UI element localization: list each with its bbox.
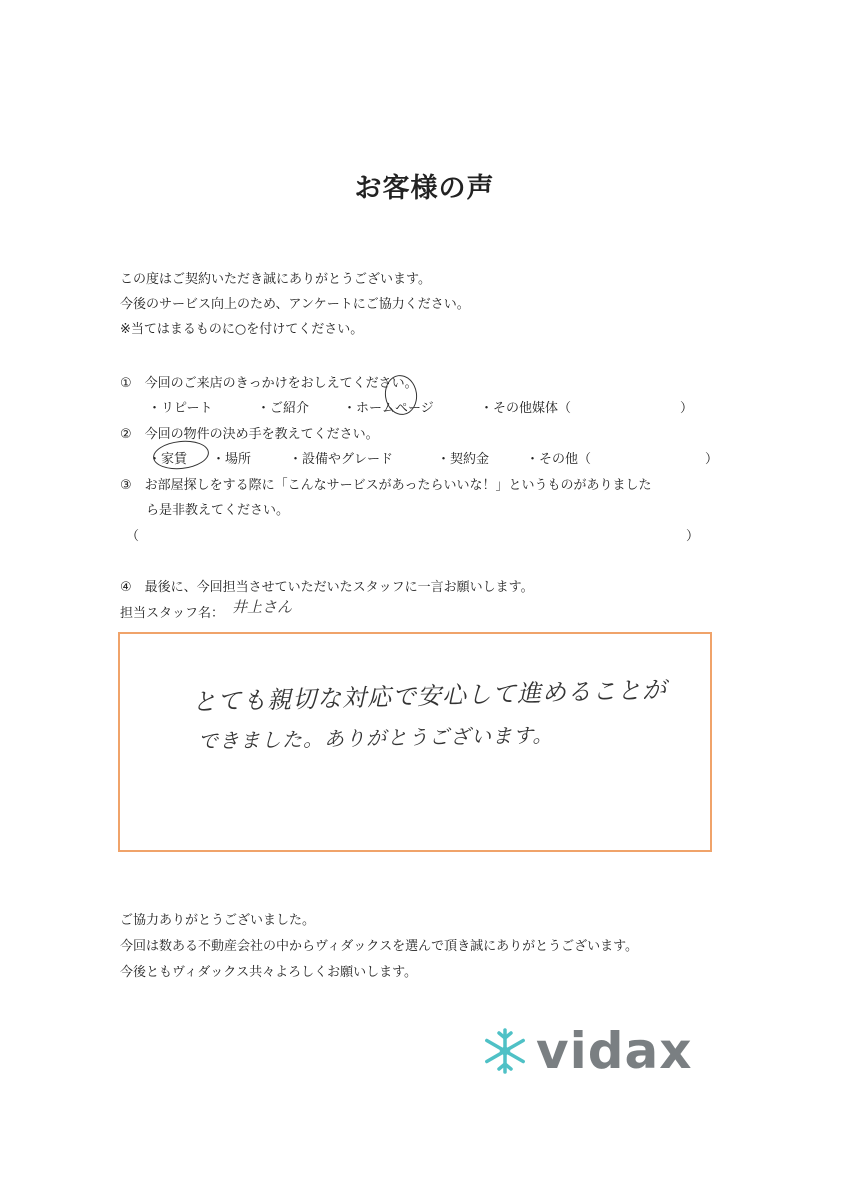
closing-line-1: ご協力ありがとうございました。 <box>120 913 316 928</box>
q1-option-other-media[interactable]: ・その他媒体（ <box>480 401 572 416</box>
question-3-label-line-1: ③ お部屋探しをする際に「こんなサービスがあったらいいな！」というものがありました <box>120 478 652 493</box>
q2-option-other[interactable]: ・その他（ <box>526 452 592 467</box>
q1-other-close-paren: ） <box>680 401 694 416</box>
comment-line-2: できました。ありがとうございます。 <box>197 722 554 754</box>
closing-line-2: 今回は数ある不動産会社の中からヴィダックスを選んで頂き誠にありがとうございます。 <box>120 939 639 954</box>
q3-open-paren: （ <box>126 529 140 544</box>
q2-option-facilities[interactable]: ・設備やグレード <box>289 452 394 467</box>
comment-line-1: とても親切な対応で安心して進めることが <box>191 675 668 717</box>
q2-option-contract-fee[interactable]: ・契約金 <box>437 452 490 467</box>
vidax-logo <box>480 1022 693 1080</box>
logo-wordmark: vidax <box>536 1022 693 1080</box>
q1-option-repeat[interactable]: ・リピート <box>148 401 213 416</box>
intro-line-1: この度はご契約いただき誠にありがとうございます。 <box>120 272 431 287</box>
staff-name-label: 担当スタッフ名： <box>120 606 225 621</box>
question-1-label: ① 今回のご来店のきっかけをおしえてください。 <box>120 376 418 391</box>
question-3-label-line-2: ら是非教えてください。 <box>146 503 290 518</box>
q2-option-rent[interactable]: ・家賃 <box>148 452 188 467</box>
staff-name-handwritten: 井上さん <box>232 598 293 616</box>
question-4-label: ④ 最後に、今回担当させていただいたスタッフに一言お願いします。 <box>120 580 534 595</box>
comment-box[interactable] <box>118 632 712 852</box>
q1-option-referral[interactable]: ・ご紹介 <box>257 401 310 416</box>
q2-option-location[interactable]: ・場所 <box>212 452 252 467</box>
snowflake-icon <box>480 1026 530 1076</box>
q1-option-homepage[interactable]: ・ホームページ <box>343 401 434 416</box>
intro-line-2: 今後のサービス向上のため、アンケートにご協力ください。 <box>120 297 470 312</box>
q3-close-paren: ） <box>686 529 700 544</box>
page-title: お客様の声 <box>354 173 495 204</box>
closing-line-3: 今後ともヴィダックス共々よろしくお願いします。 <box>120 965 418 980</box>
question-2-label: ② 今回の物件の決め手を教えてください。 <box>120 427 379 442</box>
q2-other-close-paren: ） <box>705 452 719 467</box>
intro-line-3: ※当てはまるものに○を付けてください。 <box>120 322 364 337</box>
